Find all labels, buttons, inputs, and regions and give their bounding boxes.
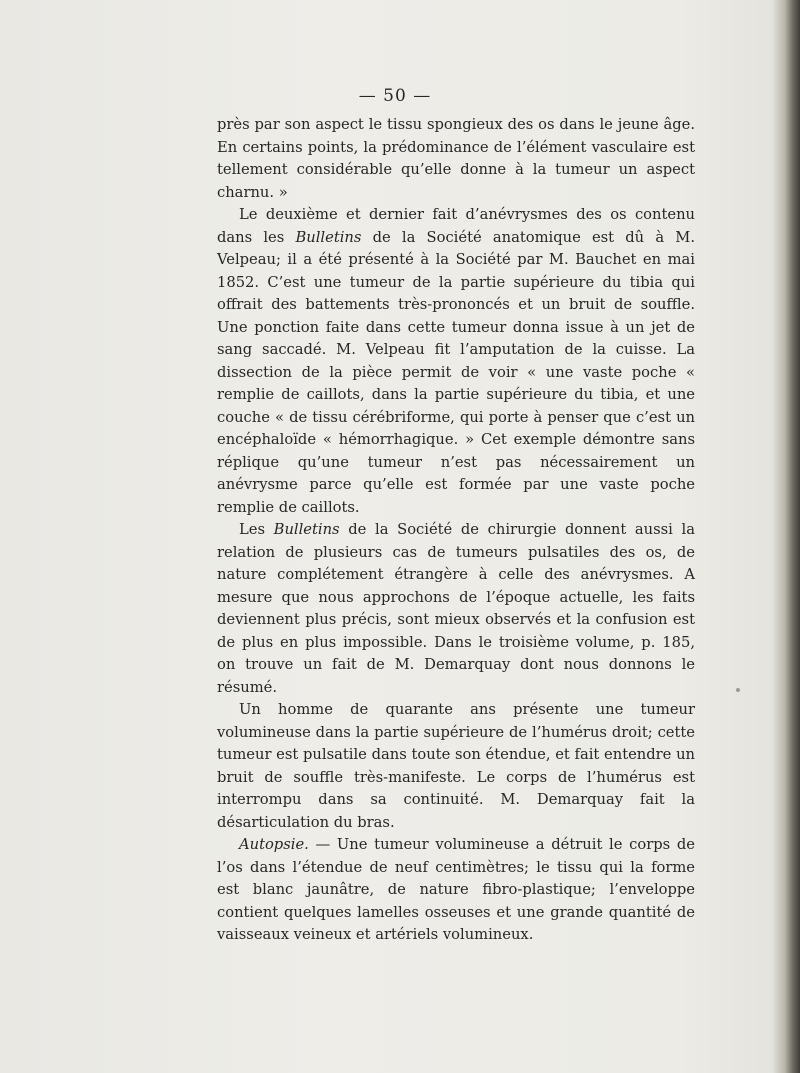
body-text	[217, 114, 695, 947]
paragraph-4	[217, 699, 695, 834]
paragraph-2-text-a: Le deuxième et dernier fait d’anévrysmes des os contenu dans les	[217, 206, 695, 246]
paragraph-1	[217, 114, 695, 204]
paragraph-1-text: près par son aspect le tissu spongieux des os dans le jeune âge. En certains points, la prédominance de l’élément vasculaire est tellement considérable qu’elle donne à la tumeur un aspect charnu. »	[217, 116, 695, 201]
page-number: — 50 —	[358, 86, 432, 106]
page-edge-shadow	[772, 0, 800, 1073]
paragraph-3-text-b: de la Société de chirurgie donnent aussi la relation de plusieurs cas de tumeurs pulsatiles des os, de nature complétement étrangère à celle des anévrysmes. A mesure que nous approchons de l’époque actuelle, les faits deviennent plus précis, sont mieux observés et la confusion est de plus en plus impossible. Dans le troisième volume, p. 185, on trouve un fait de M. Demarquay dont nous donnons le résumé.	[217, 521, 695, 696]
bulletins-title: Bulletins	[295, 228, 362, 246]
autopsie-heading: Autopsie.	[239, 836, 309, 853]
paragraph-2	[217, 204, 695, 519]
paragraph-3	[217, 519, 695, 699]
paragraph-2-text-b: de la Société anatomique est dû à M. Velpeau; il a été présenté à la Société par M. Bauchet en mai 1852. C’est une tumeur de la partie supérieure du tibia qui offrait des battements très-prononcés et un bruit de souffle. Une ponction faite dans cette tumeur donna issue à un jet de sang saccadé. M. Velpeau fit l’amputation de la cuisse. La dissection de la pièce permit de voir « une vaste poche « remplie de caillots, dans la partie supérieure du tibia, et une couche « de tissu cérébriforme, qui porte à penser que c’est un encéphaloïde « hémorrhagique. » Cet exemple démontre sans réplique qu’une tumeur n’est pas nécessairement un anévrysme parce qu’elle est formée par une vaste poche remplie de caillots.	[217, 228, 695, 516]
paragraph-4-text: Un homme de quarante ans présente une tumeur volumineuse dans la partie supérieure de l’humérus droit; cette tumeur est pulsatile dans toute son étendue, et fait entendre un bruit de souffle très-manifeste. Le corps de l’humérus est interrompu dans sa continuité. M. Demarquay fait la désarticulation du bras.	[217, 701, 695, 831]
paragraph-3-text-a: Les	[239, 521, 274, 538]
bulletins-title: Bulletins	[273, 521, 340, 538]
paragraph-5-text: — Une tumeur volumineuse a détruit le corps de l’os dans l’étendue de neuf centimètres; le tissu qui la forme est blanc jaunâtre, de nature fibro-plastique; l’enveloppe contient quelques lamelles osseuses et une grande quantité de vaisseaux veineux et artériels volumineux.	[217, 836, 695, 943]
ink-dot	[736, 688, 740, 692]
paragraph-5	[217, 834, 695, 947]
